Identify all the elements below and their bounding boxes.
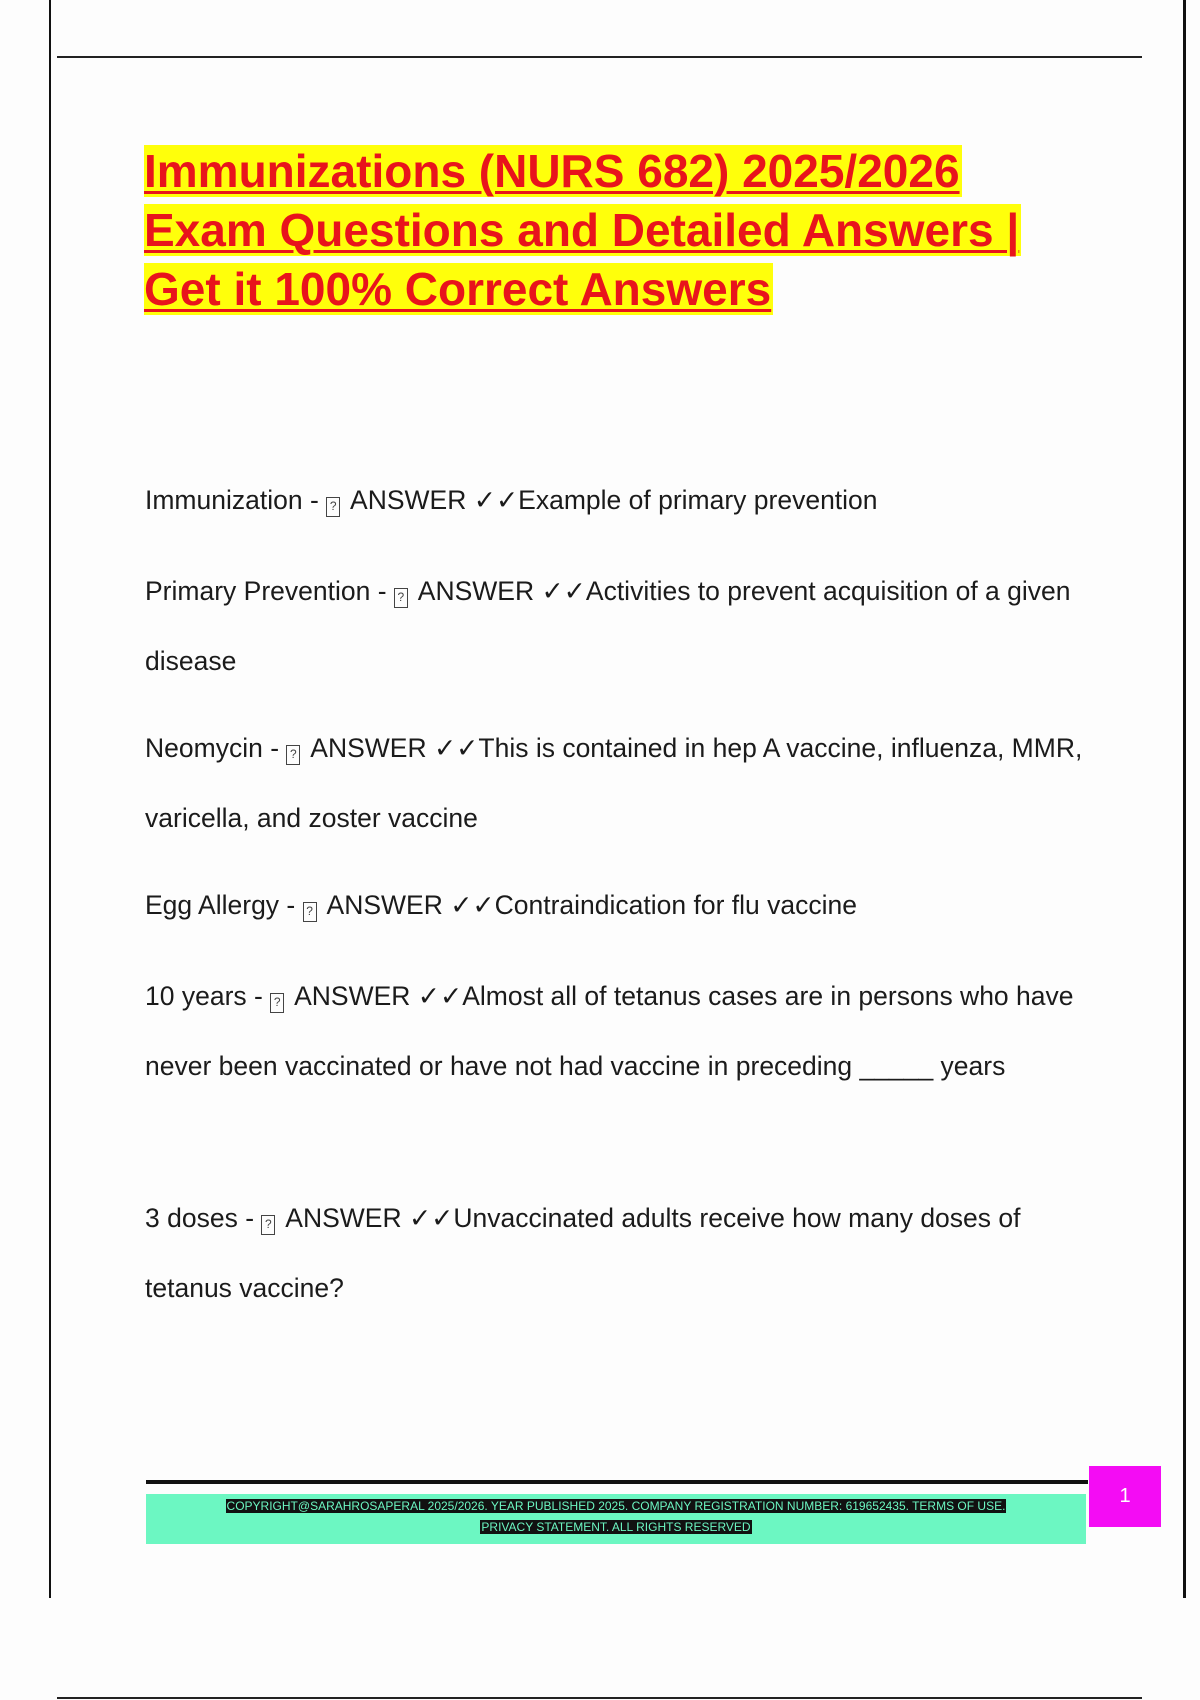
qa-term: 10 years — [145, 981, 247, 1011]
copyright-footer — [146, 1494, 1086, 1544]
checkmark-icon: ✓✓ — [473, 485, 519, 515]
qa-separator: - — [246, 981, 271, 1011]
checkmark-icon: ✓✓ — [433, 733, 479, 763]
title-line-2: Exam Questions and Detailed Answers | — [144, 204, 1020, 256]
title-line-3: Get it 100% Correct Answers — [144, 263, 772, 315]
missing-glyph-icon: ? — [326, 497, 340, 517]
qa-answer: Example of primary prevention — [518, 485, 878, 515]
answer-label: ANSWER — [411, 576, 542, 606]
answer-label: ANSWER — [304, 733, 434, 763]
qa-answer: Activities to prevent acquisition of a given disease — [145, 576, 1078, 676]
qa-answer: Almost all of tetanus cases are in persons who have never been vaccinated or have not had vaccine in preceding _____ years — [145, 981, 1081, 1081]
copyright-line-1: COPYRIGHT@SARAHROSAPERAL 2025/2026. YEAR PUBLISHED 2025. COMPANY REGISTRATION NUMBER: 619652435. TERMS OF USE. — [226, 1499, 1006, 1513]
qa-term: Egg Allergy — [145, 890, 280, 920]
checkmark-icon: ✓✓ — [541, 576, 586, 606]
page-border-left — [49, 0, 51, 1598]
qa-item — [145, 961, 1095, 1101]
qa-item — [145, 870, 1095, 940]
qa-separator: - — [279, 890, 303, 920]
qa-item — [145, 465, 1095, 535]
qa-term: Immunization — [145, 485, 303, 515]
missing-glyph-icon: ? — [270, 993, 284, 1013]
qa-item — [145, 713, 1095, 853]
checkmark-icon: ✓✓ — [417, 981, 463, 1011]
answer-label: ANSWER — [279, 1203, 409, 1233]
missing-glyph-icon: ? — [394, 588, 408, 608]
copyright-line-2: PRIVACY STATEMENT. ALL RIGHTS RESERVED — [481, 1520, 751, 1534]
checkmark-icon: ✓✓ — [408, 1203, 454, 1233]
qa-separator: - — [237, 1203, 262, 1233]
qa-answer: Contraindication for flu vaccine — [494, 890, 857, 920]
header-rule — [57, 56, 1142, 58]
next-page-rule — [57, 1697, 1142, 1699]
page-number: 1 — [1089, 1466, 1161, 1527]
answer-label: ANSWER — [344, 485, 474, 515]
qa-term: 3 doses — [145, 1203, 238, 1233]
answer-label: ANSWER — [320, 890, 451, 920]
page-border-right — [1183, 0, 1186, 1598]
qa-separator: - — [302, 485, 327, 515]
document-title — [144, 142, 1104, 319]
qa-separator: - — [370, 576, 394, 606]
checkmark-icon: ✓✓ — [450, 890, 495, 920]
answer-label: ANSWER — [288, 981, 418, 1011]
footer-rule — [146, 1480, 1088, 1484]
missing-glyph-icon: ? — [286, 745, 300, 765]
missing-glyph-icon: ? — [303, 902, 317, 922]
qa-item — [145, 556, 1095, 696]
missing-glyph-icon: ? — [261, 1215, 275, 1235]
qa-separator: - — [262, 733, 287, 763]
qa-term: Neomycin — [145, 733, 263, 763]
qa-term: Primary Prevention — [145, 576, 371, 606]
qa-answer: Unvaccinated adults receive how many doses of tetanus vaccine? — [145, 1203, 1028, 1303]
title-line-1: Immunizations (NURS 682) 2025/2026 — [144, 145, 960, 197]
qa-answer: This is contained in hep A vaccine, influenza, MMR, varicella, and zoster vaccine — [145, 733, 1090, 833]
qa-item — [145, 1183, 1095, 1323]
